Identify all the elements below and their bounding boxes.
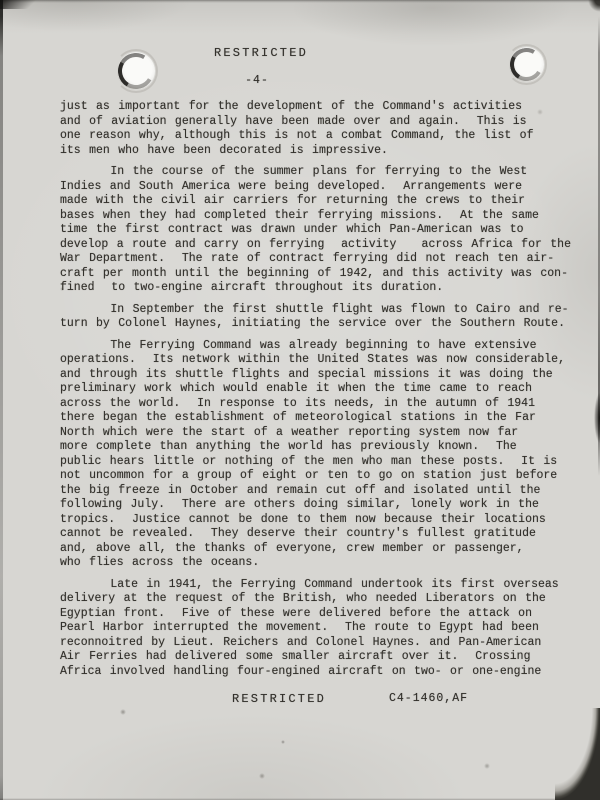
text-line: cannot be revealed. They deserve their country's fullest gratitude [60, 527, 536, 540]
text-line: Indies and South America were being developed. Arrangements were [60, 179, 523, 193]
text-line: across the world. In response to its needs, in the autumn of 1941 [60, 396, 535, 410]
text-line: its men who have been decorated is impressive. [60, 143, 388, 157]
text-line: and, above all, the thanks of everyone, crew member or passenger, [60, 541, 524, 555]
page-number: -4- [245, 74, 269, 87]
scan-edge-corner-top-left [0, 0, 40, 9]
text-line: who flies across the oceans. [60, 556, 260, 569]
curled-corner-bottom-right [555, 708, 600, 800]
paragraph [60, 165, 580, 296]
text-line: turn by Colonel Haynes, initiating the service over the Southern Route. [60, 317, 565, 330]
text-line: In the course of the summer plans for ferrying to the West [60, 165, 528, 178]
text-line: reconnoitred by Lieut. Reichers and Colonel Haynes. and Pan-American [60, 635, 542, 649]
text-line: fined to two-engine aircraft throughout its duration. [60, 281, 444, 294]
text-line: Pearl Harbor interrupted the movement. The route to Egypt had been [60, 621, 539, 634]
text-line: time the first contract was drawn under which Pan-American was to [60, 223, 524, 236]
text-line: preliminary work which would enable it when the time came to reach [60, 382, 532, 395]
text-line: Air Ferries had delivered some smaller aircraft over it. Crossing [60, 650, 531, 663]
text-line: tropics. Justice cannot be done to them now because their locations [60, 512, 546, 526]
text-line: operations. Its network within the United States was now considerable, [60, 353, 565, 366]
text-line: The Ferrying Command was already beginning to have extensive [60, 338, 537, 352]
text-line: craft per month until the beginning of 1942, and this activity was con- [60, 266, 568, 280]
text-line: not uncommon for a group of eight or ten to go on station just before [60, 469, 558, 482]
text-line: more complete than anything the world has previously known. The [60, 440, 517, 453]
text-line: Africa involved handling four-engined aircraft on two- or one-engine [60, 664, 542, 678]
text-line: develop a route and carry on ferrying activity across Africa for the [60, 237, 571, 251]
classification-stamp: RESTRICTED [213, 46, 308, 60]
paragraph [60, 578, 580, 680]
footer-classification: RESTRICTED [232, 692, 327, 706]
text-line: just as important for the development of the Command's activities [60, 100, 523, 113]
scan-edge-corner-top-right [588, 0, 600, 12]
paragraph [60, 303, 580, 332]
text-line: Late in 1941, the Ferrying Command undertook its first overseas [60, 577, 559, 591]
text-line: made with the civil air carriers for returning the crews to their [60, 194, 526, 207]
text-line: Egyptian front. Five of these were delivered before the attack on [60, 606, 532, 620]
text-line: War Department. The rate of contract ferrying did not reach ten air- [60, 252, 555, 265]
right-edge-ink-smudge [590, 386, 600, 450]
text-line: In September the first shuttle flight was flown to Cairo and re- [60, 302, 569, 316]
paragraph [60, 100, 580, 158]
text-line: public hears little or nothing of the men who man these posts. It is [60, 454, 558, 468]
text-line: bases when they had completed their ferrying missions. At the same [60, 208, 539, 222]
text-line: North which were the start of a weather reporting system now far [60, 425, 519, 439]
text-line: one reason why, although this is not a combat Command, the list of [60, 129, 534, 142]
text-line: delivery at the request of the British, who needed Liberators on the [60, 592, 546, 605]
scan-edge-top [0, 0, 600, 3]
paragraph [60, 339, 580, 571]
text-line: the big freeze in October and remain cut off and isolated until the [60, 483, 541, 497]
document-body [60, 100, 580, 679]
text-line: and of aviation generally have been made over and again. This is [60, 114, 527, 128]
scan-edge-left [0, 0, 3, 800]
text-line: there began the establishment of meteorological stations in the Far [60, 411, 536, 424]
text-line: following July. There are others doing similar, lonely work in the [60, 498, 539, 511]
document-reference: C4-1460,AF [389, 692, 469, 705]
text-line: and through its shuttle flights and special missions it was doing the [60, 367, 553, 381]
